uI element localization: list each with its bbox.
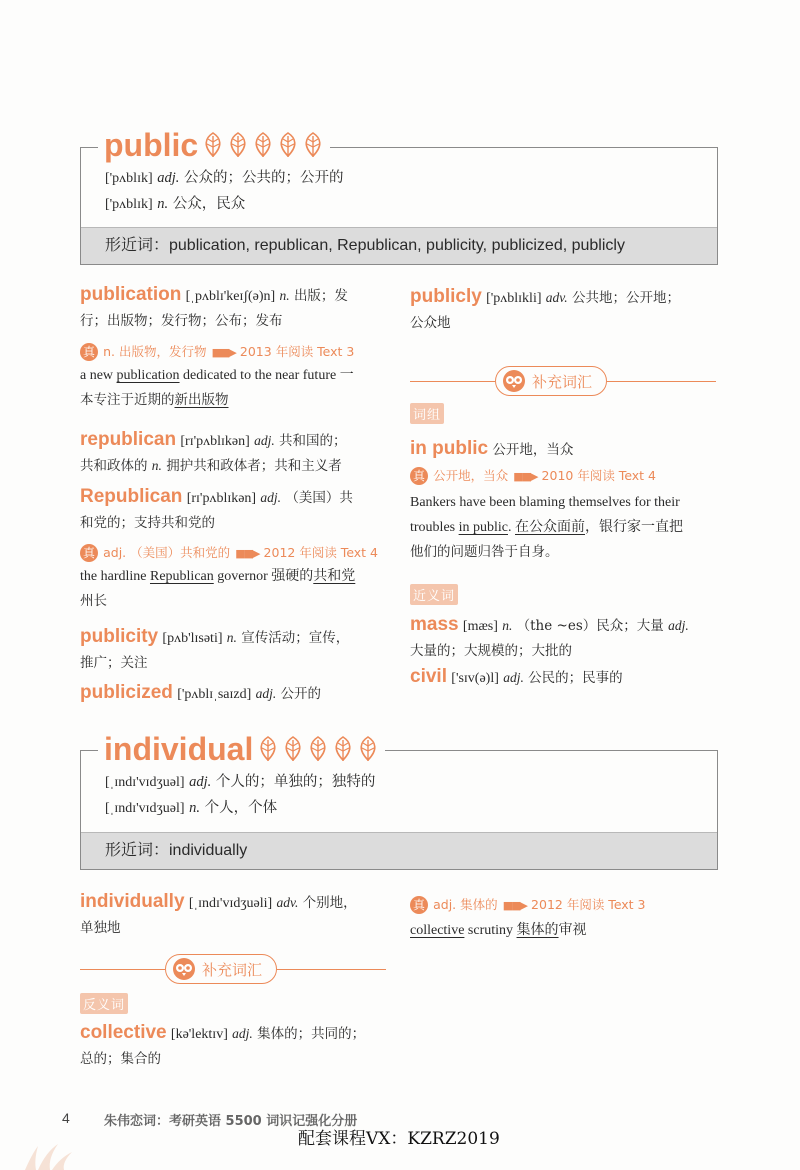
entry-republican-upper: Republican [rɪ'pʌblɪkən] adj. （美国）共 和党的；支持共和党的 bbox=[80, 486, 353, 531]
zhen-badge: 真 bbox=[80, 544, 98, 562]
zhen-badge: 真 bbox=[410, 467, 428, 485]
public-def-adj: ['pʌblɪk] adj. 公众的；公共的；公开的 bbox=[105, 170, 344, 186]
leaf-icon bbox=[252, 132, 274, 158]
leaf-icon bbox=[202, 132, 224, 158]
leaf-icon bbox=[277, 132, 299, 158]
arrow-icon: ■■▶ bbox=[211, 346, 235, 359]
supplement-header: 补充词汇 bbox=[495, 366, 607, 396]
public-similar-words: 形近词：publication, republican, Republican, publicity, publicized, publicly bbox=[105, 237, 625, 254]
leaf-icon bbox=[282, 736, 304, 762]
leaf-icon bbox=[307, 736, 329, 762]
publication-example: 真 n. 出版物，发行物 ■■▶ 2013 年阅读 Text 3 a new publication dedicated to the near future 一 本专注于近期的新出版物 bbox=[80, 344, 355, 408]
leaf-rating bbox=[202, 132, 324, 158]
entry-publicity: publicity [pʌb'lɪsəti] n. 宣传活动；宣传， 推广；关注 bbox=[80, 626, 350, 671]
entry-collective: collective [kə'lektɪv] adj. 集体的；共同的； 总的；集合的 bbox=[80, 1022, 366, 1067]
entry-republican-lower: republican [rɪ'pʌblɪkən] adj. 共和国的； 共和政体的 n. 拥护共和政体者；共和主义者 bbox=[80, 429, 347, 474]
supplement-header: 补充词汇 bbox=[165, 954, 277, 984]
phrase-tag: 词组 bbox=[410, 403, 444, 424]
page-number: 4 bbox=[62, 1110, 70, 1126]
entry-mass: mass [mæs] n. （the ~es）民众；大量 adj. 大量的；大规模的；大批的 bbox=[410, 614, 689, 659]
leaf-icon bbox=[332, 736, 354, 762]
antonym-tag: 反义词 bbox=[80, 993, 128, 1014]
leaf-icon bbox=[302, 132, 324, 158]
individual-similar-words: 形近词：individually bbox=[105, 842, 248, 859]
public-similar-words-bar bbox=[81, 227, 717, 264]
leaf-icon bbox=[227, 132, 249, 158]
public-def-noun: ['pʌblɪk] n. 公众，民众 bbox=[105, 196, 246, 212]
individual-similar-words-bar bbox=[81, 832, 717, 869]
owl-icon bbox=[502, 369, 526, 393]
entry-publicly: publicly ['pʌblɪkli] adv. 公共地；公开地； 公众地 bbox=[410, 286, 680, 331]
individual-def-noun: [ˌɪndɪ'vɪdʒuəl] n. 个人，个体 bbox=[105, 800, 278, 816]
entry-civil: civil ['sɪv(ə)l] adj. 公民的；民事的 bbox=[410, 666, 623, 687]
book-title: 朱伟恋词：考研英语 5500 词识记强化分册 bbox=[104, 1114, 358, 1129]
entry-in-public: in public 公开地，当众 真 公开地，当众 ■■▶ 2010 年阅读 Text 4 Bankers have been blaming themselves for their troubles in public. 在公众面前，银行家一直把 他们的问题归咎于自身。 bbox=[410, 438, 683, 560]
arrow-icon: ■■▶ bbox=[235, 547, 259, 560]
republican-example: 真 adj. （美国）共和党的 ■■▶ 2012 年阅读 Text 4 the hardline Republican governor 强硬的共和党 州长 bbox=[80, 545, 379, 609]
collective-example: 真 adj. 集体的 ■■▶ 2012 年阅读 Text 3 collective scrutiny 集体的审视 bbox=[410, 897, 646, 938]
arrow-icon: ■■▶ bbox=[502, 899, 526, 912]
entry-publicized: publicized ['pʌblɪˌsaɪzd] adj. 公开的 bbox=[80, 682, 321, 703]
owl-icon bbox=[172, 957, 196, 981]
arrow-icon: ■■▶ bbox=[513, 470, 537, 483]
leaf-icon bbox=[257, 736, 279, 762]
grass-decoration bbox=[20, 1140, 80, 1170]
public-title: public bbox=[104, 127, 199, 163]
individual-title: individual bbox=[104, 731, 254, 767]
zhen-badge: 真 bbox=[80, 343, 98, 361]
public-title-wrap bbox=[98, 126, 330, 164]
leaf-icon bbox=[357, 736, 379, 762]
zhen-badge: 真 bbox=[410, 896, 428, 914]
entry-publication: publication [ˌpʌblɪ'keɪʃ(ə)n] n. 出版；发 行；出版物；发行物；公布；发布 bbox=[80, 284, 348, 329]
individual-def-adj: [ˌɪndɪ'vɪdʒuəl] adj. 个人的；单独的；独特的 bbox=[105, 774, 376, 790]
watermark-text: 配套课程VX：KZRZ2019 bbox=[298, 1129, 500, 1149]
leaf-rating bbox=[257, 736, 379, 762]
individual-title-wrap bbox=[98, 729, 385, 769]
entry-individually: individually [ˌɪndɪ'vɪdʒuəli] adv. 个别地， 单独地 bbox=[80, 891, 357, 936]
synonym-tag: 近义词 bbox=[410, 584, 458, 605]
